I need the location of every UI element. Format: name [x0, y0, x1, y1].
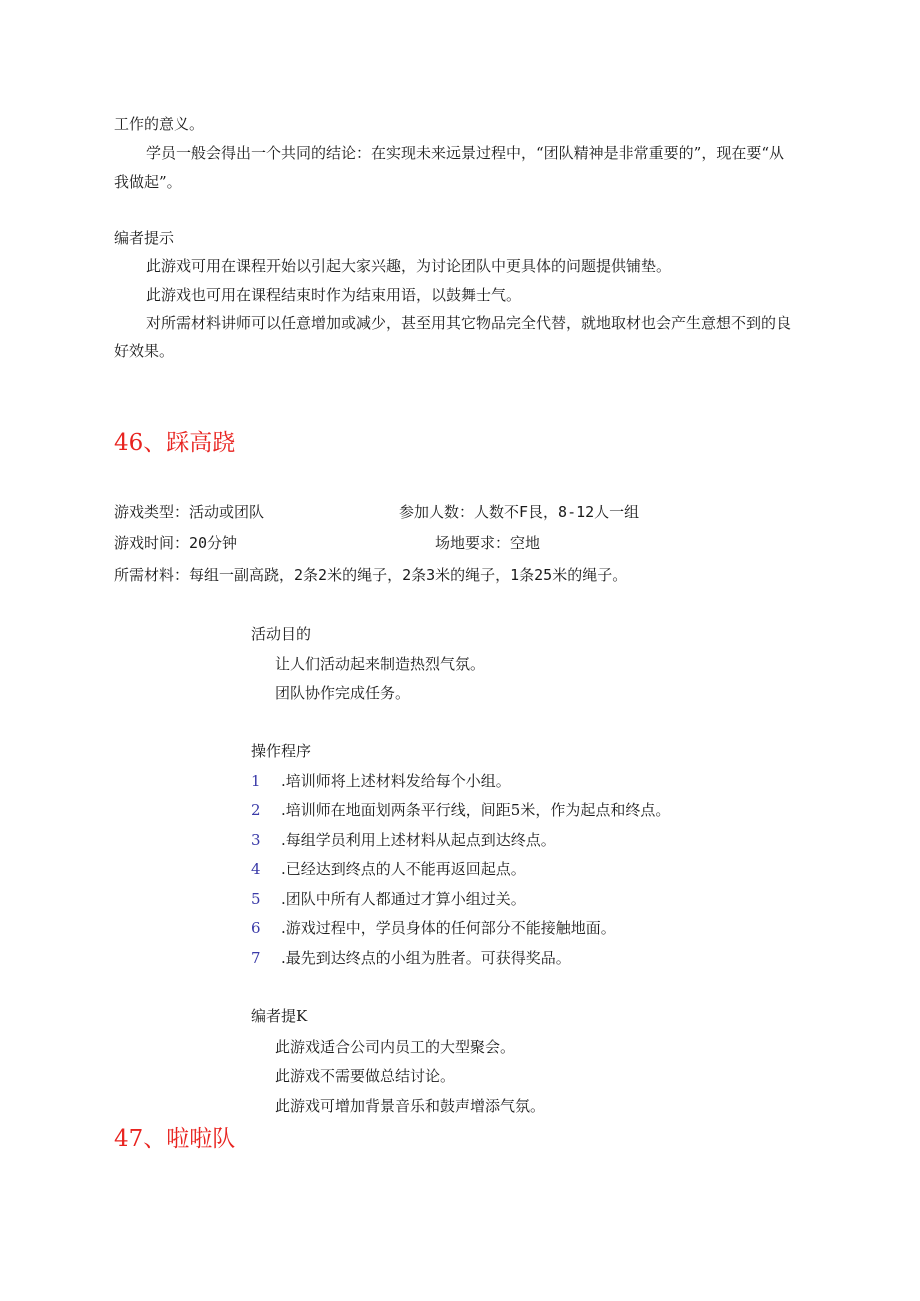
procedure-step [251, 918, 616, 938]
step-text: .培训师在地面划两条平行线，间距5米，作为起点和终点。 [281, 801, 671, 819]
materials: 所需材料：每组一副高跷，2条2米的绳子，2条3米的绳子，1条25米的绳子。 [114, 566, 628, 584]
procedure-step [251, 859, 526, 879]
step-number: 7 [251, 949, 261, 967]
editor-tip: 此游戏适合公司内员工的大型聚会。 [275, 1038, 516, 1056]
editor-tip: 此游戏也可用在课程结束时作为结束用语，以鼓舞士气。 [146, 286, 522, 304]
editor-tips-heading: 编者提示 [114, 229, 175, 247]
step-text: .每组学员利用上述材料从起点到达终点。 [281, 831, 556, 849]
paragraph-line: 学员一般会得出一个共同的结论：在实现未来远景过程中，“团队精神是非常重要的”，现在要“从 [146, 144, 785, 162]
editor-tip: 对所需材料讲师可以任意增加或减少，甚至用其它物品完全代替，就地取材也会产生意想不到的良 [146, 314, 792, 332]
step-number: 5 [251, 890, 261, 908]
step-text: .培训师将上述材料发给每个小组。 [281, 772, 511, 790]
step-number: 4 [251, 860, 261, 878]
procedure-step [251, 830, 556, 850]
step-text: .已经达到终点的人不能再返回起点。 [281, 860, 526, 878]
step-number: 1 [251, 772, 261, 790]
venue: 场地要求：空地 [435, 534, 541, 552]
paragraph-line: 工作的意义。 [114, 115, 205, 133]
editor-tips-heading: 编者提K [251, 1007, 308, 1025]
editor-tip: 此游戏不需要做总结讨论。 [275, 1067, 456, 1085]
editor-tip: 此游戏可用在课程开始以引起大家兴趣，为讨论团队中更具体的问题提供铺垫。 [146, 257, 672, 275]
step-text: .游戏过程中，学员身体的任何部分不能接触地面。 [281, 919, 616, 937]
step-number: 6 [251, 919, 261, 937]
step-number: 3 [251, 831, 261, 849]
purpose-item: 团队协作完成任务。 [275, 684, 411, 702]
game-type: 游戏类型：活动或团队 [114, 503, 265, 521]
step-number: 2 [251, 801, 261, 819]
participants: 参加人数：人数不F艮，8-12人一组 [399, 503, 640, 521]
purpose-item: 让人们活动起来制造热烈气氛。 [275, 655, 486, 673]
procedure-step [251, 948, 571, 968]
procedure-step [251, 771, 511, 791]
step-text: .团队中所有人都通过才算小组过关。 [281, 890, 526, 908]
procedure-step [251, 800, 670, 820]
game-duration: 游戏时间：20分钟 [114, 534, 238, 552]
section-title-46: 46、踩高跷 [114, 430, 236, 456]
editor-tip: 此游戏可增加背景音乐和鼓声增添气氛。 [275, 1097, 546, 1115]
step-text: .最先到达终点的小组为胜者。可获得奖品。 [281, 949, 571, 967]
editor-tip: 好效果。 [114, 342, 175, 360]
procedure-step [251, 889, 526, 909]
section-title-47: 47、啦啦队 [114, 1126, 236, 1152]
procedure-heading: 操作程序 [251, 742, 312, 760]
paragraph-line: 我做起”。 [114, 173, 182, 191]
purpose-heading: 活动目的 [251, 625, 312, 643]
